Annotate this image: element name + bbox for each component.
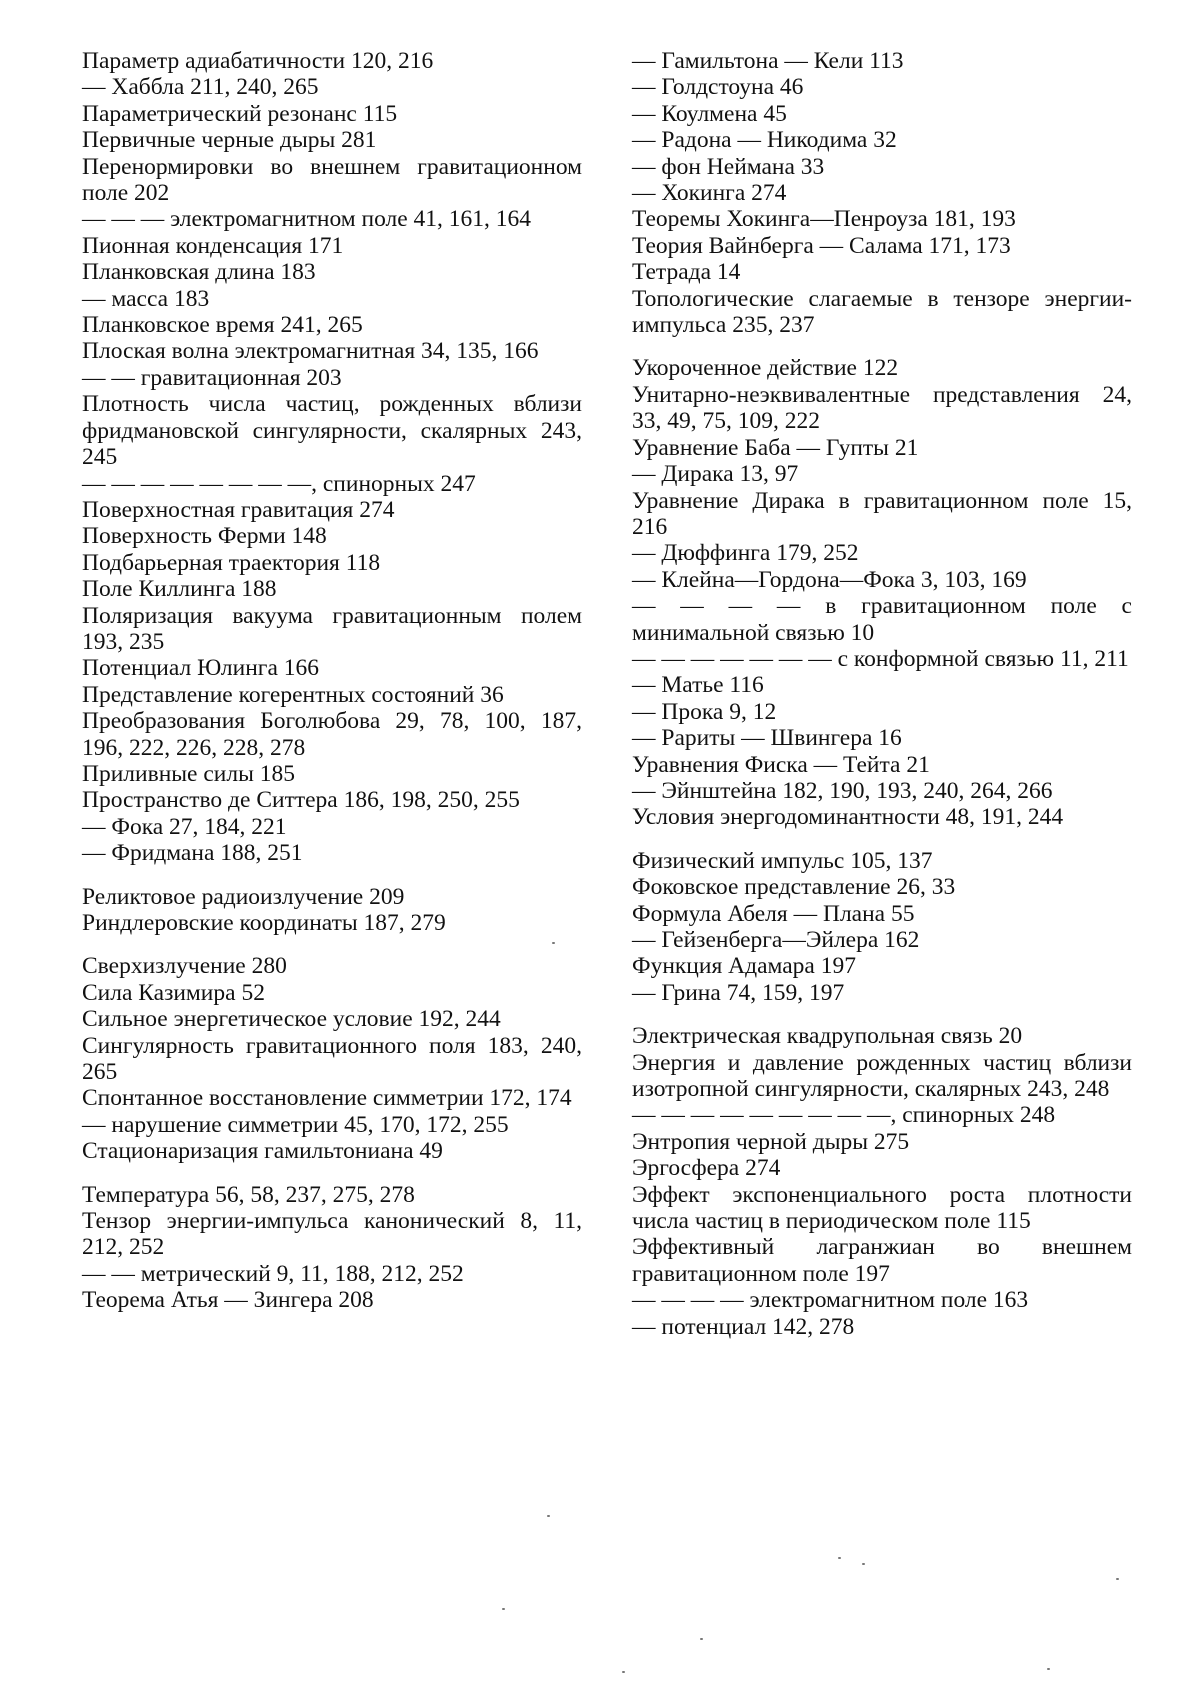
scan-speck	[547, 1515, 550, 1517]
index-entry: — Рариты — Швингера 16	[632, 725, 902, 752]
index-entry: — масса 183	[82, 285, 210, 312]
index-entry: Спонтанное восстановление симметрии 172, 174	[82, 1085, 572, 1112]
index-entry: Подбарьерная траектория 118	[82, 549, 381, 576]
index-entry: — Клейна—Гордона—Фока 3, 103, 169	[632, 566, 1027, 593]
index-entry: Потенциал Юлинга 166	[82, 655, 319, 682]
index-entry: — — — электромагнитном поле 41, 161, 164	[82, 206, 532, 233]
index-entry: Тензор энергии-импульса канонический 8, 11, 212, 252	[82, 1208, 582, 1261]
index-entry: Функция Адамара 197	[632, 953, 856, 980]
index-entry: — Матье 116	[632, 672, 764, 699]
index-entry: Стационаризация гамильтониана 49	[82, 1138, 443, 1165]
index-entry: — — — — в гравитационном поле с минимальной связью 10	[632, 593, 1132, 646]
index-entry: Плоская волна электромагнитная 34, 135, 166	[82, 338, 539, 365]
section-gap	[82, 1165, 582, 1182]
index-entry: Сильное энергетическое условие 192, 244	[82, 1006, 501, 1033]
index-entry: Топологические слагаемые в тензоре энергии-импульса 235, 237	[632, 285, 1132, 339]
index-entry: — фон Неймана 33	[632, 153, 825, 180]
index-entry: Теоремы Хокинга—Пенроуза 181, 193	[632, 206, 1016, 233]
index-entry: Теорема Атья — Зингера 208	[82, 1287, 374, 1314]
index-entry: Приливные силы 185	[82, 760, 296, 787]
index-entry: Преобразования Боголюбова 29, 78, 100, 187, 196, 222, 226, 228, 278	[82, 708, 582, 761]
scan-speck	[552, 942, 555, 944]
index-entry: Унитарно-неэквивалентные представления 24, 33, 49, 75, 109, 222	[632, 381, 1132, 435]
scan-speck	[700, 1638, 703, 1640]
index-entry: Представление когерентных состояний 36	[82, 681, 504, 708]
index-entry: Уравнения Фиска — Тейта 21	[632, 751, 930, 778]
index-entry: — Хаббла 211, 240, 265	[82, 74, 319, 101]
index-entry: — Хокинга 274	[632, 180, 787, 207]
index-entry: Реликтовое радиоизлучение 209	[82, 883, 405, 910]
index-entry: Фоковское представление 26, 33	[632, 874, 956, 901]
scan-speck	[838, 1557, 841, 1559]
index-entry: Плотность числа частиц, рожденных вблизи фридмановской сингулярности, скалярных 243, 245	[82, 391, 582, 471]
scan-speck	[502, 1608, 505, 1610]
section-gap	[82, 867, 582, 884]
section-gap	[632, 831, 1132, 848]
index-entry: Пространство де Ситтера 186, 198, 250, 255	[82, 787, 520, 814]
index-entry: — Прока 9, 12	[632, 698, 777, 725]
index-entry: Формула Абеля — Плана 55	[632, 900, 915, 927]
index-entry: Параметрический резонанс 115	[82, 100, 398, 127]
scan-speck	[622, 1671, 625, 1673]
index-entry: — Дирака 13, 97	[632, 461, 799, 488]
index-entry: — — — — — — — —, спинорных 247	[82, 470, 476, 497]
scan-speck	[1116, 1578, 1119, 1580]
index-entry: — Коулмена 45	[632, 100, 787, 127]
index-entry: Энтропия черной дыры 275	[632, 1128, 910, 1155]
index-entry: Сингулярность гравитационного поля 183, 240, 265	[82, 1032, 582, 1086]
index-entry: Сверхизлучение 280	[82, 953, 287, 980]
section-gap	[82, 936, 582, 953]
index-entry: Условия энергодоминантности 48, 191, 244	[632, 804, 1064, 831]
index-entry: Поверхностная гравитация 274	[82, 496, 395, 523]
index-entry: Планковская длина 183	[82, 259, 316, 286]
index-entry: Поверхность Ферми 148	[82, 523, 327, 550]
index-entry: — Гамильтона — Кели 113	[632, 48, 904, 74]
index-entry: Тетрада 14	[632, 259, 741, 286]
index-entry: Теория Вайнберга — Салама 171, 173	[632, 232, 1011, 259]
index-entry: — Гейзенберга—Эйлера 162	[632, 927, 920, 953]
index-entry: Поле Киллинга 188	[82, 576, 277, 603]
scan-speck	[862, 1563, 865, 1565]
index-entry: — Радона — Никодима 32	[632, 127, 897, 154]
index-entry: Параметр адиабатичности 120, 216	[82, 48, 434, 74]
scan-speck	[1047, 1668, 1050, 1670]
index-entry: Энергия и давление рожденных частиц вблизи изотропной сингулярности, скалярных 243, 248	[632, 1049, 1132, 1103]
index-entry: Первичные черные дыры 281	[82, 127, 377, 154]
section-gap	[632, 338, 1132, 355]
index-entry: — Голдстоуна 46	[632, 74, 804, 101]
index-entry: — Фока 27, 184, 221	[82, 813, 287, 840]
index-entry: — потенциал 142, 278	[632, 1313, 855, 1340]
index-entry: Риндлеровские координаты 187, 279	[82, 910, 446, 936]
index-entry: — — — — — — — — —, спинорных 248	[632, 1102, 1056, 1129]
index-entry: — — — — — — — с конформной связью 11, 211	[632, 645, 1129, 672]
index-entry: Укороченное действие 122	[632, 355, 899, 382]
index-entry: Сила Казимира 52	[82, 979, 265, 1006]
index-entry: Электрическая квадрупольная связь 20	[632, 1023, 1023, 1050]
index-entry: — Грина 74, 159, 197	[632, 979, 845, 1006]
index-entry: — — — — электромагнитном поле 163	[632, 1287, 1029, 1314]
index-entry: — — гравитационная 203	[82, 364, 342, 391]
index-entry: Поляризация вакуума гравитационным полем 193, 235	[82, 602, 582, 655]
index-entry: Физический импульс 105, 137	[632, 847, 933, 874]
section-gap	[632, 1006, 1132, 1023]
index-entry: — Дюффинга 179, 252	[632, 540, 859, 567]
index-entry: Пионная конденсация 171	[82, 232, 344, 259]
index-entry: Планковское время 241, 265	[82, 312, 363, 339]
index-entry: Температура 56, 58, 237, 275, 278	[82, 1181, 415, 1208]
index-entry: — нарушение симметрии 45, 170, 172, 255	[82, 1111, 509, 1138]
index-entry: Уравнение Баба — Гупты 21	[632, 434, 919, 461]
index-entry: — Эйнштейна 182, 190, 193, 240, 264, 266	[632, 777, 1053, 804]
index-entry: Эффективный лагранжиан во внешнем гравитационном поле 197	[632, 1234, 1132, 1287]
index-entry: Эргосфера 274	[632, 1155, 781, 1182]
index-column-right	[632, 48, 1132, 1340]
index-entry: Эффект экспоненциального роста плотности числа частиц в периодическом поле 115	[632, 1181, 1132, 1235]
index-entry: Уравнение Дирака в гравитационном поле 15, 216	[632, 487, 1132, 540]
index-entry: — — метрический 9, 11, 188, 212, 252	[82, 1260, 464, 1287]
index-entry: Перенормировки во внешнем гравитационном поле 202	[82, 153, 582, 207]
index-column-left	[82, 48, 582, 1314]
index-entry: — Фридмана 188, 251	[82, 840, 303, 867]
